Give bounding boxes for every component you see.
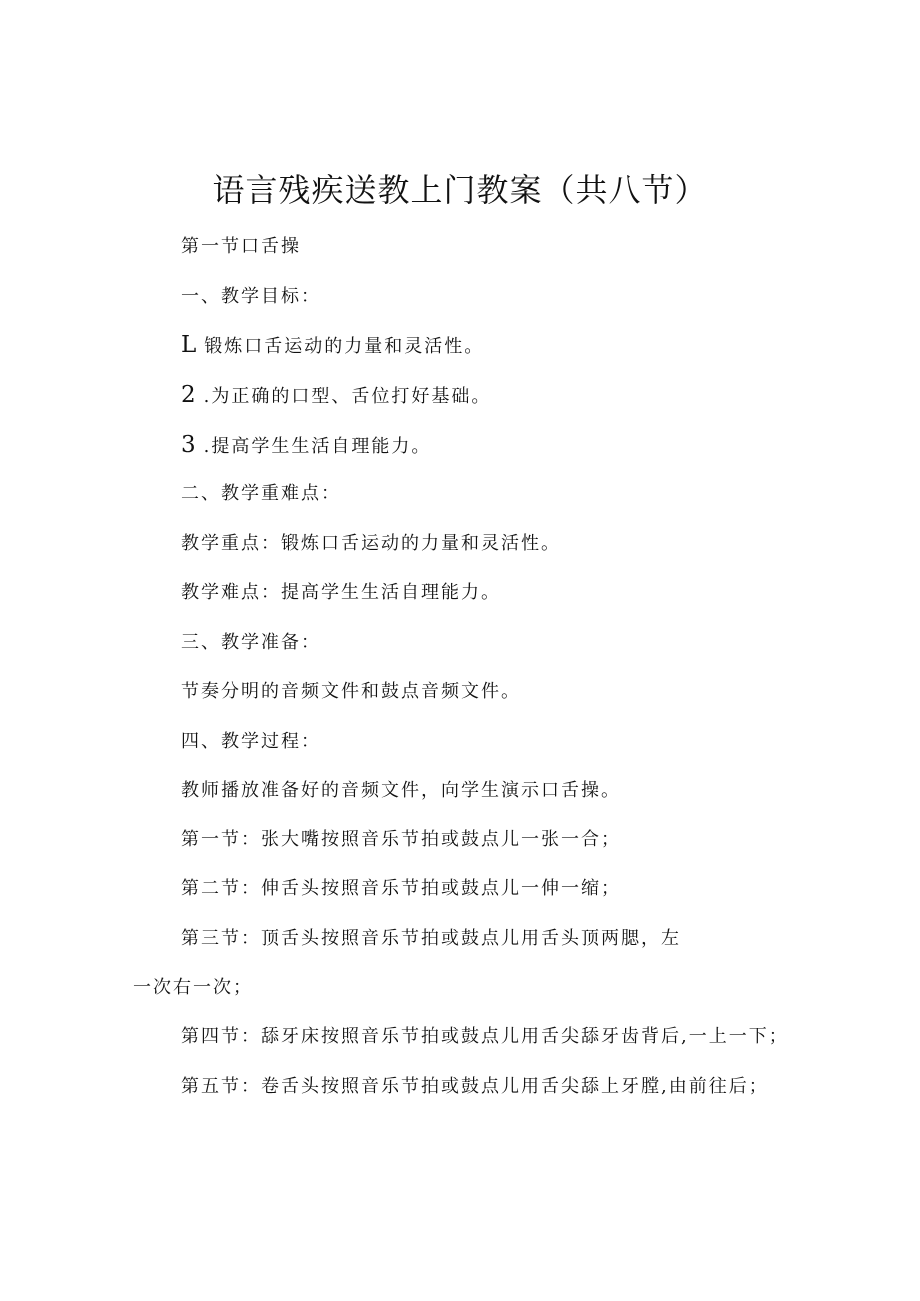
step-line-3-continued: 一次右一次；: [133, 977, 253, 998]
step-line-5: 第五节：卷舌头按照音乐节拍或鼓点儿用舌尖舔上牙膛,由前往后；: [181, 1076, 769, 1097]
goal-item-3: [181, 432, 431, 460]
goal-item-2: [181, 382, 491, 410]
step-line-4: 第四节：舔牙床按照音乐节拍或鼓点儿用舌尖舔牙齿背后,一上一下；: [181, 1026, 789, 1047]
section-heading: 第一节口舌操: [181, 236, 301, 257]
key-points-heading: 二、教学重难点：: [181, 483, 341, 504]
prep-heading: 三、教学准备：: [181, 632, 321, 653]
goal-text: .提高学生生活自理能力。: [203, 436, 432, 457]
goal-text: 锻炼口舌运动的力量和灵活性。: [204, 336, 485, 357]
step-line-3: 第三节：顶舌头按照音乐节拍或鼓点儿用舌头顶两腮，左: [181, 928, 681, 949]
process-heading: 四、教学过程：: [181, 731, 321, 752]
prep-text: 节奏分明的音频文件和鼓点音频文件。: [181, 681, 521, 702]
document-title: 语言残疾送教上门教案（共八节）: [212, 171, 708, 209]
goal-number: L: [181, 332, 197, 358]
step-line-1: 第一节：张大嘴按照音乐节拍或鼓点儿一张一合；: [181, 829, 621, 850]
goal-number: 3: [181, 432, 196, 458]
goals-heading: 一、教学目标：: [181, 286, 321, 307]
difficult-point-text: 教学难点：提高学生生活自理能力。: [181, 582, 501, 603]
goal-item-1: [181, 332, 484, 360]
process-intro: 教师播放准备好的音频文件，向学生演示口舌操。: [181, 780, 621, 801]
goal-text: .为正确的口型、舌位打好基础。: [203, 386, 492, 407]
goal-number: 2: [181, 382, 196, 408]
step-line-2: 第二节：伸舌头按照音乐节拍或鼓点儿一伸一缩；: [181, 878, 621, 899]
key-point-text: 教学重点：锻炼口舌运动的力量和灵活性。: [181, 533, 561, 554]
